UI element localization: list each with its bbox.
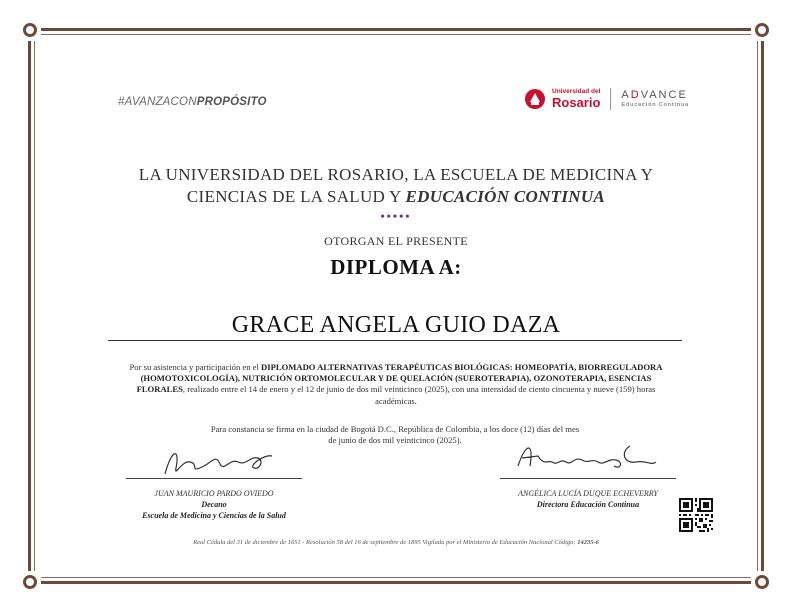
university-logo [524, 88, 689, 110]
logo-separator [610, 88, 611, 110]
frame-corner-ornament [751, 19, 773, 41]
dean-name: JUAN MAURICIO PARDO OVIEDO [154, 489, 274, 498]
recipient-underline [108, 340, 682, 341]
frame-corner-ornament [19, 19, 41, 41]
director-title: Directora Educación Continua [536, 500, 640, 509]
director-signature-image [512, 436, 662, 478]
logo-university-del: Universidad del [552, 88, 601, 96]
university-seal-icon [524, 88, 546, 110]
dean-signature-image [160, 440, 280, 480]
qr-code-icon[interactable] [679, 498, 713, 532]
campaign-hashtag: #AVANZACONPROPÓSITO [118, 96, 267, 108]
dean-title: Decano [201, 500, 227, 509]
ornament-dots: ••••• [380, 209, 412, 223]
recipient-name: GRACE ANGELA GUIO DAZA [231, 312, 561, 338]
dean-signature-block [112, 488, 316, 521]
dean-signature-line [126, 478, 302, 479]
diploma-title: DIPLOMA A: [330, 255, 462, 279]
logo-rosario: Rosario [552, 94, 601, 110]
dean-unit: Escuela de Medicina y Ciencias de la Salud [142, 511, 286, 520]
director-signature-block [482, 488, 694, 510]
grant-phrase: OTORGAN EL PRESENTE [324, 234, 468, 248]
certificate-body-text: Por su asistencia y participación en el DIPLOMADO ALTERNATIVAS TERAPÉUTICAS BIOLÓGICAS: HOMEOPATÍA, BIORREGULADORA (HOMOTOXICOLOGÍA), NUTRICIÓN ORTOMOLECULAR Y DE QUELACIÓN (SUEROTERAPIA), OZONOTERAPIA, ESENCIAS FLORALES, realizado entre el 14 de enero y el 12 de junio de dos mil veinticinco (2025), con una intensidad de ciento cincuenta y nueve (159) horas académicas. [129, 362, 663, 406]
legal-footer: Real Cédula del 31 de diciembre de 1651 - Resolución 58 del 16 de septiembre de 1895 Vigilada por el Ministerio de Educación Nacional Código: 14235-6 [193, 539, 599, 546]
frame-corner-ornament [751, 571, 773, 593]
certificate-heading: LA UNIVERSIDAD DEL ROSARIO, LA ESCUELA DE MEDICINA Y CIENCIAS DE LA SALUD Y EDUCACIÓN CONTINUA [138, 165, 654, 206]
signing-statement: Para constancia se firma en la ciudad de Bogotá D.C., República de Colombia, a los doce (12) días del mes de junio de dos mil veinticinco (2025). [210, 424, 580, 445]
advance-wordmark: ADVANCE [621, 88, 688, 101]
frame-corner-ornament [19, 571, 41, 593]
director-name: ANGÉLICA LUCÍA DUQUE ECHEVERRY [518, 489, 658, 498]
director-signature-line [500, 478, 676, 479]
advance-subtitle: Educación Continua [621, 101, 689, 108]
